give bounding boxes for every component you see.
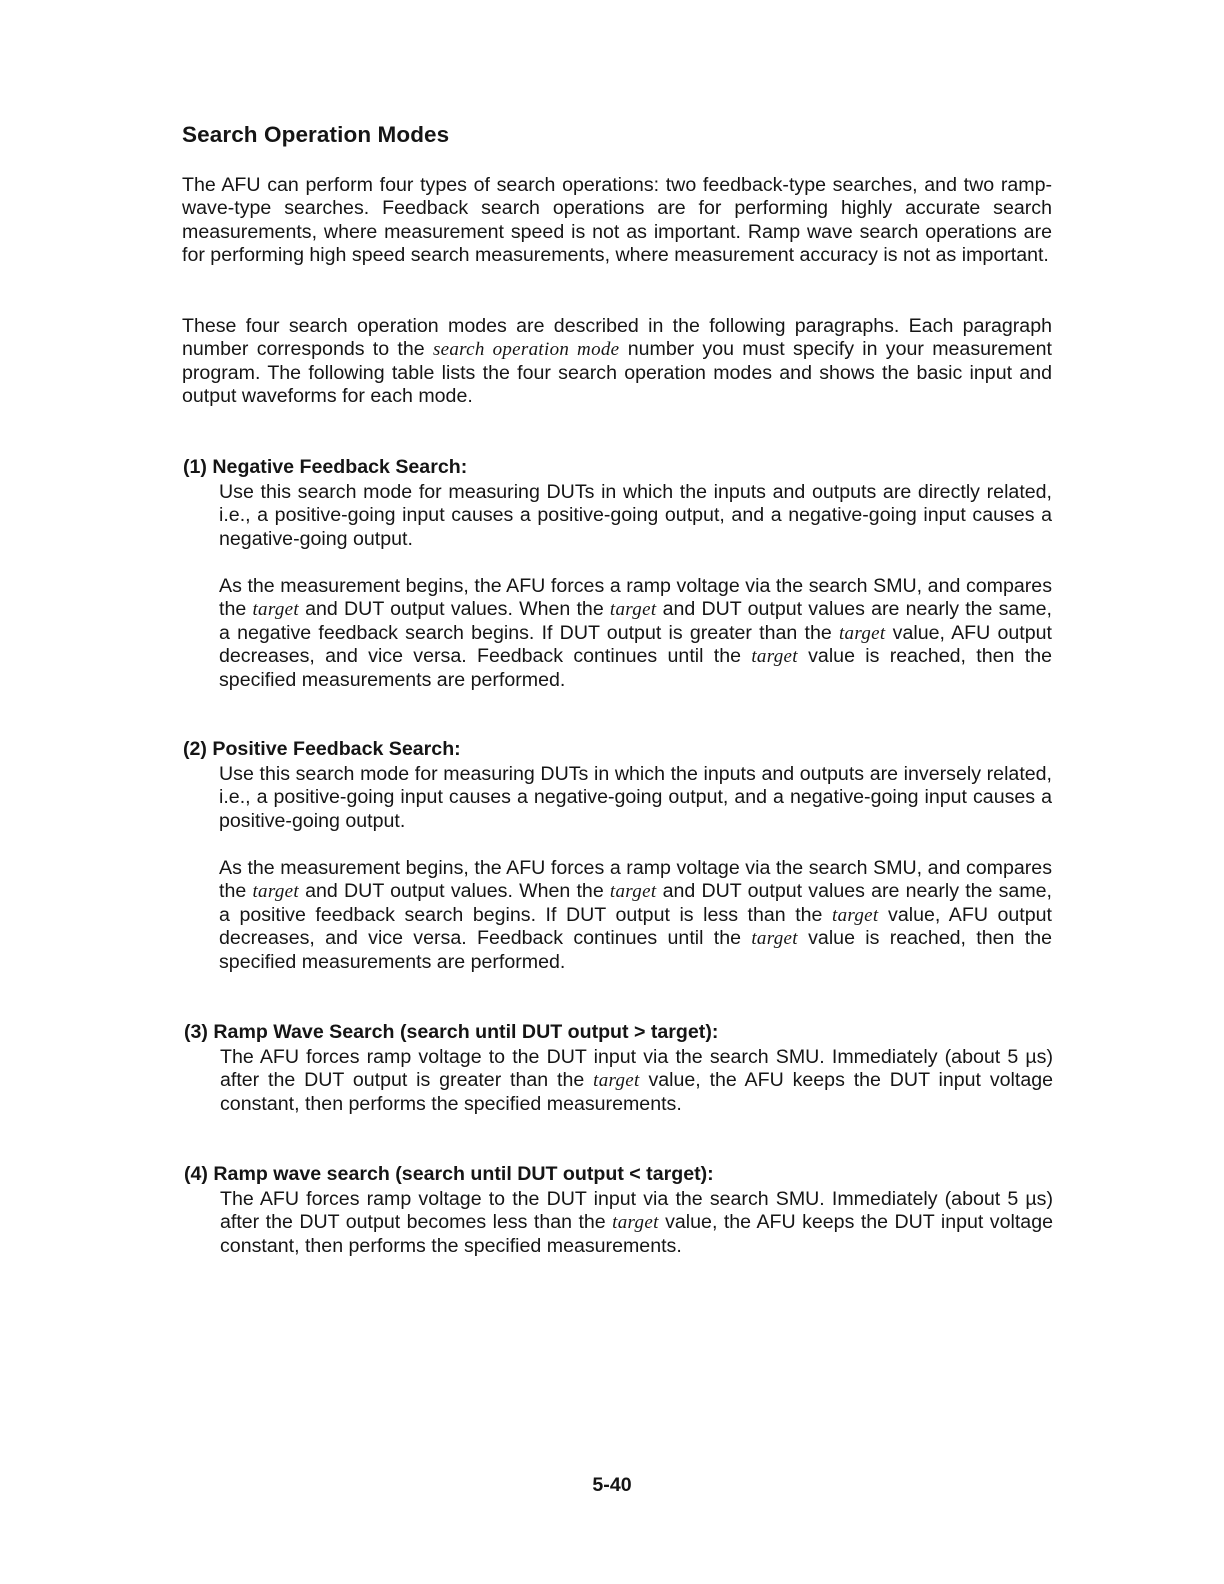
mode-1-text: and DUT output values are nearly the same, a negative feedback search begins. If DUT output is greater than the xyxy=(219,598,1052,644)
intro-paragraph-1: The AFU can perform four types of search operations: two feedback-type searches, and two ramp-wave-type searches. Feedback search operations are for performing highly accurate search measurements, where measurement speed is not as important. Ramp wave search operations are for performing high speed search measurements, where measurement accuracy is not as important. xyxy=(182,174,1052,267)
target-term: target xyxy=(609,881,657,903)
mode-2-description: Use this search mode for measuring DUTs in which the inputs and outputs are inversely related, i.e., a positive-going input causes a negative-going output, and a negative-going input causes a positive-going output. xyxy=(219,763,1052,832)
target-term: target xyxy=(751,646,798,668)
target-term: target xyxy=(252,881,299,903)
mode-1-text: value is reached, then the specified measurements are performed. xyxy=(219,645,1052,691)
mode-2-text: value is reached, then the specified measurements are performed. xyxy=(219,927,1052,973)
page-number: 5-40 xyxy=(592,1474,632,1496)
mode-2-text: and DUT output values are nearly the same, a positive feedback search begins. If DUT output is less than the xyxy=(219,880,1052,926)
mode-2-text: value, AFU output decreases, and vice versa. Feedback continues until the xyxy=(219,903,1052,950)
intro-p2-emphasis: search operation mode xyxy=(432,339,620,361)
target-term: target xyxy=(612,1212,659,1234)
mode-2-text: As the measurement begins, the AFU forces a ramp voltage via the search SMU, and compares the xyxy=(219,857,1052,903)
target-term: target xyxy=(593,1070,640,1092)
mode-4-description xyxy=(220,1188,1053,1258)
target-term: target xyxy=(838,622,886,644)
mode-4-title: (4) Ramp wave search (search until DUT output < target): xyxy=(184,1163,714,1185)
mode-3-description xyxy=(220,1046,1053,1116)
mode-4-text: value, the AFU keeps the DUT input voltage constant, then performs the specified measurements. xyxy=(220,1211,1053,1257)
mode-1-title: (1) Negative Feedback Search: xyxy=(183,456,468,478)
mode-2-title: (2) Positive Feedback Search: xyxy=(183,738,461,760)
mode-3-text: value, the AFU keeps the DUT input voltage constant, then performs the specified measurements. xyxy=(220,1069,1054,1115)
mode-1-text: and DUT output values. When the xyxy=(305,598,604,621)
target-term: target xyxy=(609,599,657,621)
intro-p2-text-b: number you must specify in your measurement program. The following table lists the four search operation modes and shows the basic input and output waveforms for each mode. xyxy=(182,338,1052,408)
target-term: target xyxy=(751,928,798,950)
target-term: target xyxy=(252,599,299,621)
section-heading: Search Operation Modes xyxy=(182,122,450,147)
mode-1-text: As the measurement begins, the AFU forces a ramp voltage via the search SMU, and compares the xyxy=(219,575,1052,621)
intro-paragraph-2 xyxy=(182,315,1052,409)
intro-p2-text-a: These four search operation modes are described in the following paragraphs. Each paragraph number corresponds to the xyxy=(182,315,1052,361)
mode-2-details xyxy=(219,857,1052,974)
mode-1-description: Use this search mode for measuring DUTs in which the inputs and outputs are directly related, i.e., a positive-going input causes a positive-going output, and a negative-going input causes a negative-going output. xyxy=(219,481,1052,550)
mode-3-title: (3) Ramp Wave Search (search until DUT output > target): xyxy=(184,1021,719,1043)
mode-3-text: The AFU forces ramp voltage to the DUT input via the search SMU. Immediately (about 5 µs) after the DUT output is greater than the xyxy=(220,1046,1053,1092)
mode-1-text: value, AFU output decreases, and vice versa. Feedback continues until the xyxy=(219,621,1052,668)
target-term: target xyxy=(832,904,879,926)
mode-2-text: and DUT output values. When the xyxy=(305,880,604,903)
mode-1-details xyxy=(219,575,1052,692)
mode-4-text: The AFU forces ramp voltage to the DUT input via the search SMU. Immediately (about 5 µs) after the DUT output becomes less than the xyxy=(220,1188,1053,1234)
